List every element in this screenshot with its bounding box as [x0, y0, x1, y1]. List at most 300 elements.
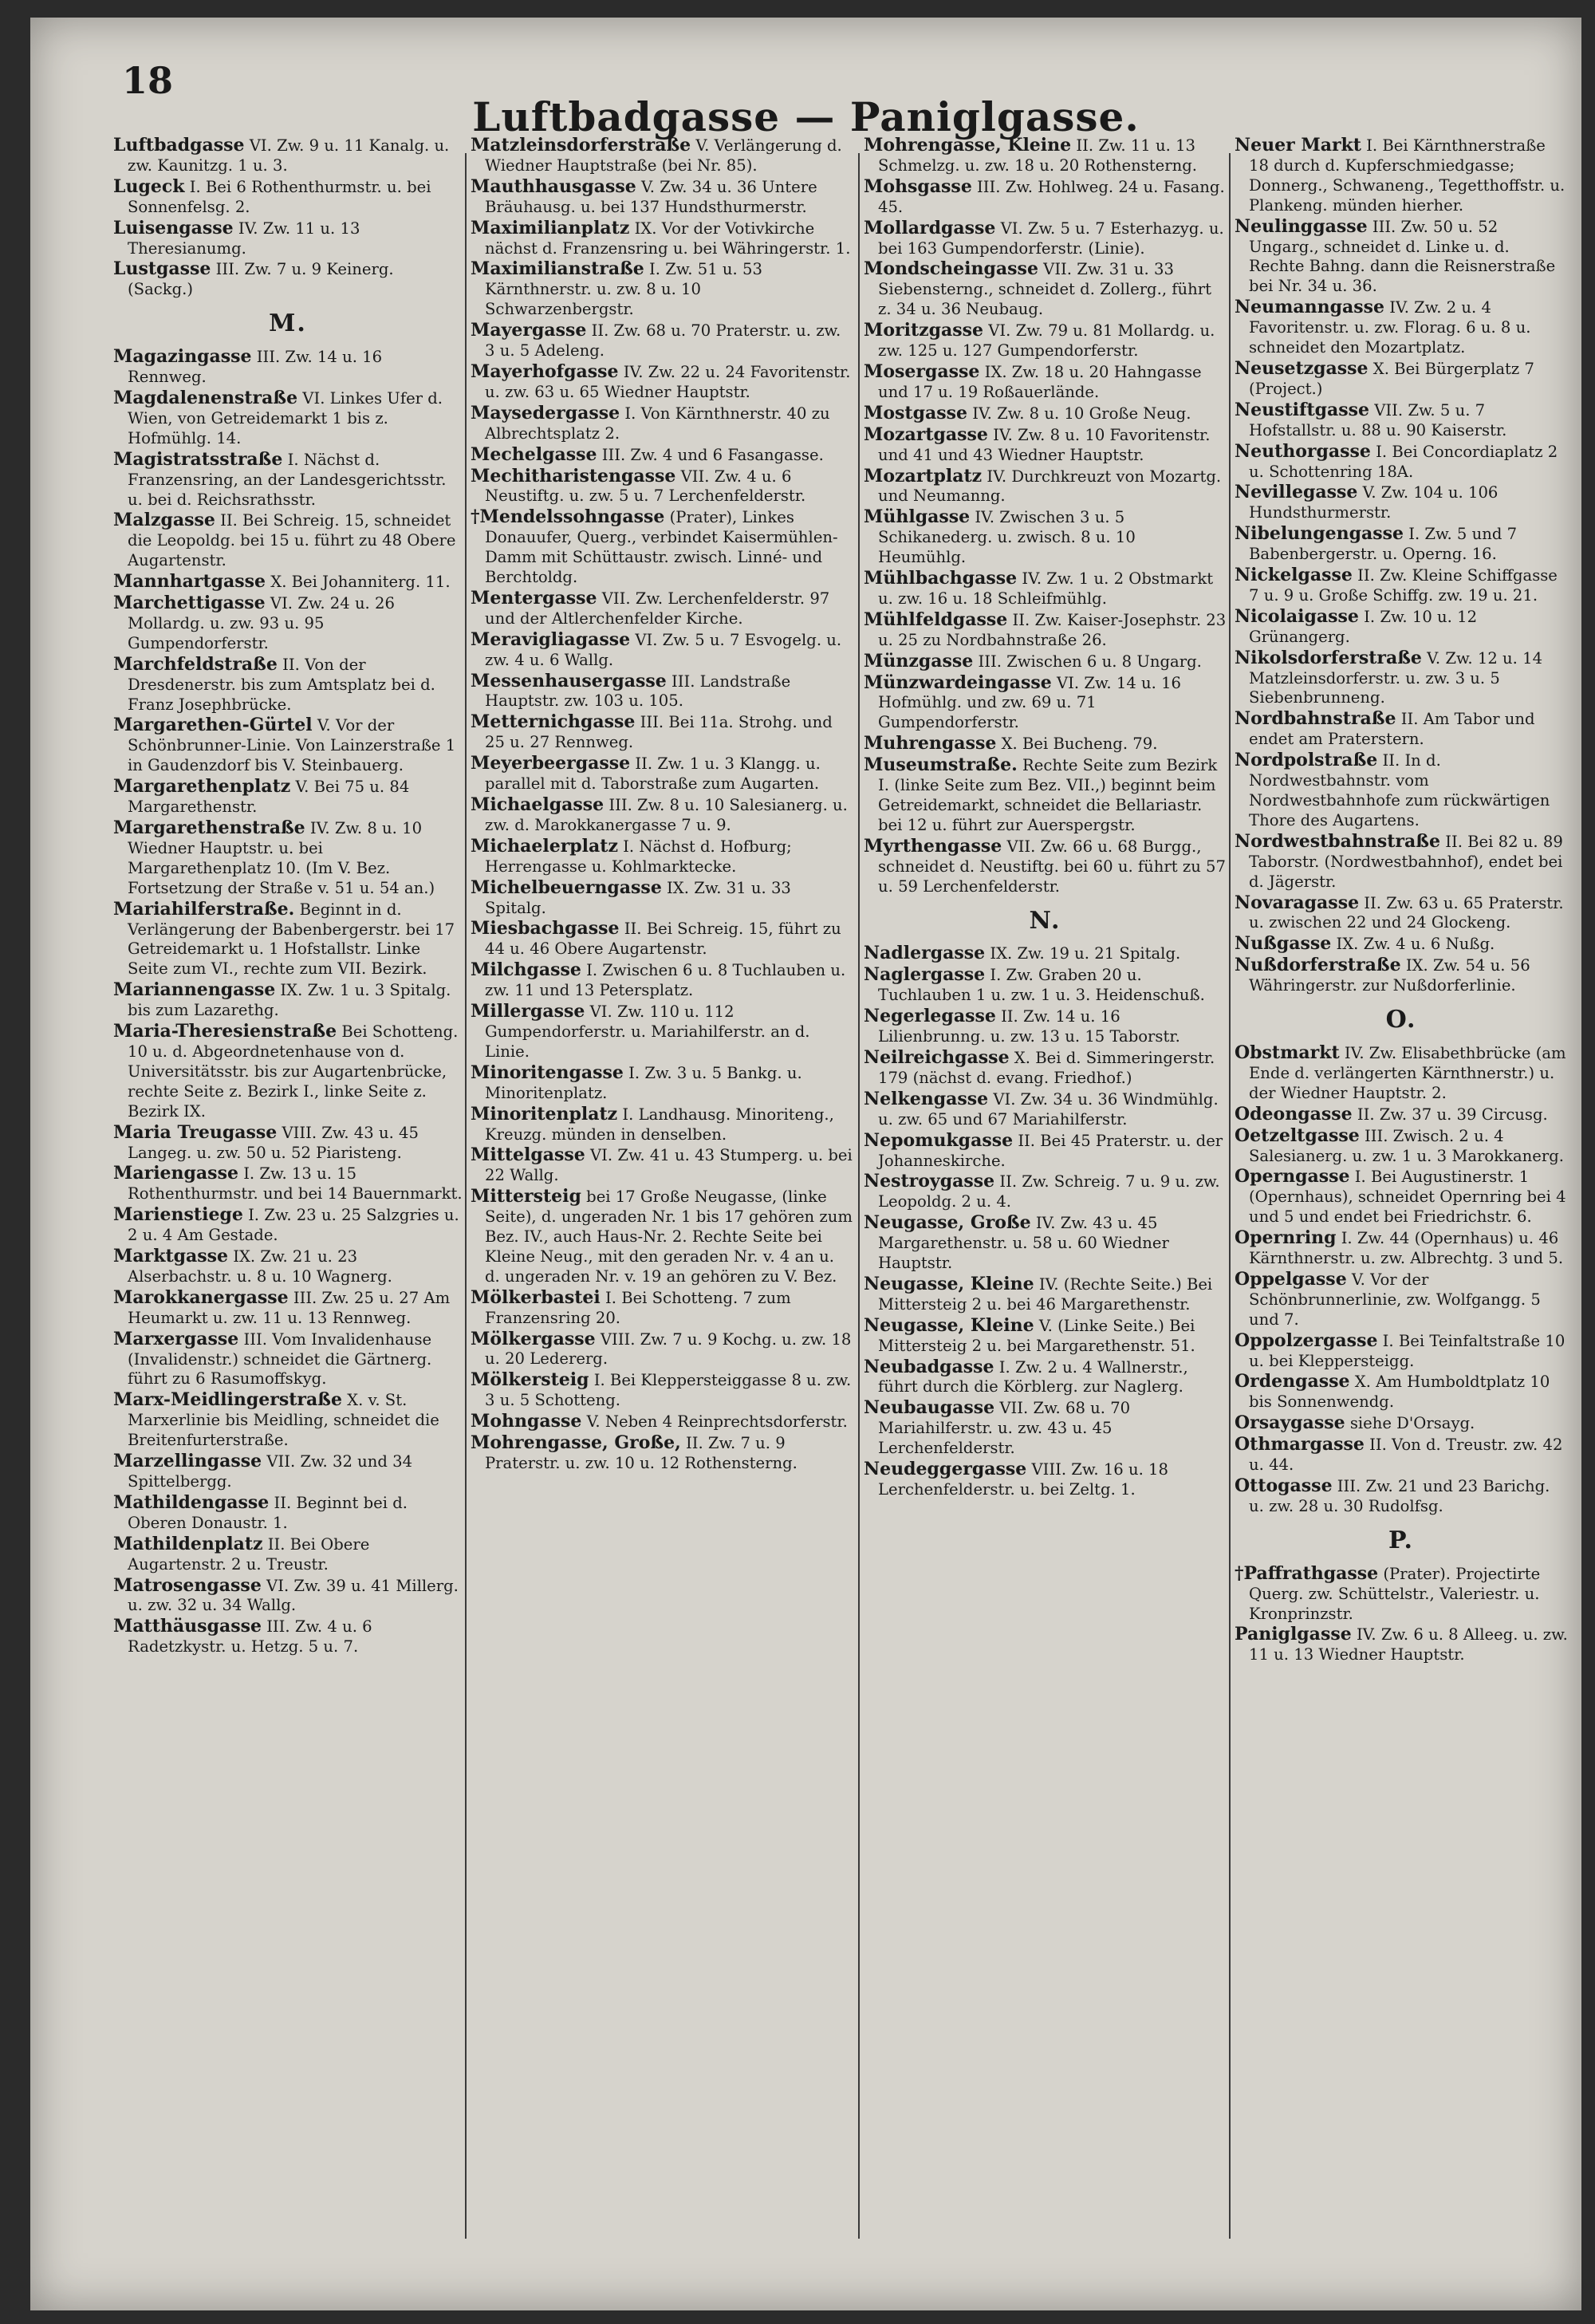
- street-name: Novaragasse: [1235, 892, 1360, 913]
- street-name: Millergasse: [471, 1001, 585, 1022]
- page-header: Luftbadgasse — Paniglgasse.: [472, 93, 1140, 140]
- street-description: V. Vor der Schönbrunner-Linie. Von Lainzerstraße 1 in Gaudenzdorf bis V. Steinbauerg.: [128, 716, 456, 775]
- street-description: IX. Vor der Votivkirche nächst d. Franzensring u. bei Währingerstr. 1.: [485, 219, 851, 258]
- street-description: II. Zw. 1 u. 3 Klangg. u. parallel mit d. Taborstraße zum Augarten.: [485, 754, 821, 794]
- street-name: Othmargasse: [1235, 1434, 1365, 1455]
- street-entry: [1235, 524, 1568, 565]
- street-description: II. Bei 82 u. 89 Taborstr. (Nordwestbahnhof), endet bei d. Jägerstr.: [1249, 832, 1563, 891]
- street-entry: [471, 1370, 853, 1411]
- street-entry: [471, 960, 853, 1001]
- street-entry: [1235, 893, 1568, 934]
- street-description: VIII. Zw. 16 u. 18 Lerchenfelderstr. u. bei Zeltg. 1.: [878, 1460, 1168, 1499]
- street-entry: [113, 593, 463, 654]
- street-name: Maximilianstraße: [471, 258, 644, 280]
- street-description: VII. Zw. 32 und 34 Spittelbergg.: [128, 1452, 413, 1491]
- street-description: VIII. Zw. 43 u. 45 Langeg. u. zw. 50 u. 52 Piaristeng.: [128, 1123, 419, 1162]
- street-entry: [113, 980, 463, 1021]
- street-name: Mölkerbastei: [471, 1286, 601, 1308]
- column-divider: [1229, 153, 1231, 2239]
- street-description: VII. Zw. 68 u. 70 Mariahilferstr. u. zw. 43 u. 45 Lerchenfelderstr.: [878, 1399, 1131, 1458]
- street-description: bei 17 Große Neugasse, (linke Seite), d. ungeraden Nr. 1 bis 17 gehören zum Bez. IV., auch Haus-Nr. 2. Rechte Seite bei Kleine Neug., mit den geraden Nr. v. 4 an u. d. ungeraden Nr. v. 19 an gehören zu V. Bez.: [485, 1188, 853, 1286]
- street-description: VI. Zw. 9 u. 11 Kanalg. u. zw. Kaunitzg. 1 u. 3.: [128, 136, 450, 175]
- street-entry: [113, 1493, 463, 1534]
- street-name: Magistratsstraße: [113, 448, 283, 470]
- street-name: Magazingasse: [113, 346, 252, 368]
- street-entry: [113, 450, 463, 510]
- street-description: X. Bei d. Simmeringerstr. 179 (nächst d. evang. Friedhof.): [878, 1048, 1215, 1087]
- street-entry: [471, 1105, 853, 1145]
- street-name: Nepomukgasse: [864, 1129, 1014, 1151]
- street-description: II. Zw. Kleine Schiffgasse 7 u. 9 u. Große Schiffg. zw. 19 u. 21.: [1249, 566, 1558, 605]
- street-description: III. Bei 11a. Strohg. und 25 u. 27 Rennweg.: [485, 713, 833, 752]
- street-description: X. Bei Bucheng. 79.: [996, 735, 1158, 754]
- street-description: III. Zw. 8 u. 10 Salesianerg. u. zw. d. Marokkanergasse 7 u. 9.: [485, 796, 848, 834]
- street-name: Oppolzergasse: [1235, 1329, 1378, 1351]
- street-description: siehe D'Orsayg.: [1345, 1414, 1475, 1433]
- street-name: Miesbachgasse: [471, 918, 620, 939]
- street-description: IV. Zwischen 3 u. 5 Schikanederg. u. zwisch. 8 u. 10 Heumühlg.: [878, 508, 1136, 567]
- street-description: II. Bei 45 Praterstr. u. der Johanneskirche.: [878, 1131, 1223, 1170]
- street-entry: [471, 1433, 853, 1474]
- street-description: IX. Zw. 18 u. 20 Hahngasse und 17 u. 19 Roßauerlände.: [878, 362, 1202, 401]
- street-entry: [1235, 565, 1568, 606]
- street-description: I. Bei Augustinerstr. 1 (Opernhaus), schneidet Opernring bei 4 und 5 und endet bei Friedrichstr. 6.: [1249, 1168, 1566, 1227]
- street-description: VIII. Zw. 7 u. 9 Kochg. u. zw. 18 u. 20 Ledererg.: [485, 1329, 852, 1369]
- street-description: (Prater), Linkes Donauufer, Querg., verbindet Kaisermühlen-Damm mit Schüttaustr. zwisch. Linné- und Berchtoldg.: [485, 508, 838, 587]
- street-entry: [864, 673, 1227, 734]
- street-entry: [471, 795, 853, 836]
- street-name: Neugasse, Große: [864, 1212, 1031, 1234]
- street-description: I. Zw. 10 u. 12 Grünangerg.: [1249, 607, 1478, 646]
- street-description: VII. Zw. 66 u. 68 Burgg., schneidet d. Neustiftg. bei 60 u. führt zu 57 u. 59 Lerchenfelderstr.: [878, 837, 1226, 896]
- street-description: II. Zw. Kaiser-Josephstr. 23 u. 25 zu Nordbahnstraße 26.: [878, 610, 1227, 649]
- street-entry: [864, 507, 1227, 568]
- street-name: Mariannengasse: [113, 979, 276, 1001]
- street-description: III. Zw. 4 u. 6 Radetzkystr. u. Hetzg. 5 u. 7.: [128, 1617, 372, 1656]
- street-entry: [864, 404, 1227, 424]
- street-entry: [113, 655, 463, 715]
- street-entry: [471, 1412, 853, 1432]
- street-description: I. Zw. 13 u. 15 Rothenthurmstr. und bei 14 Bauernmarkt.: [128, 1164, 463, 1203]
- street-description: I. Zw. 23 u. 25 Salzgries u. 2 u. 4 Am Gestade.: [128, 1206, 459, 1245]
- street-entry: [1235, 1413, 1568, 1434]
- street-description: IV. (Rechte Seite.) Bei Mittersteig 2 u. bei 46 Margarethenstr.: [878, 1274, 1213, 1314]
- street-description: IX. Zw. 19 u. 21 Spitalg.: [985, 944, 1181, 963]
- street-entry: [113, 818, 463, 899]
- street-description: II. Zw. 14 u. 16 Lilienbrunng. u. zw. 13 u. 15 Taborstr.: [878, 1007, 1180, 1046]
- street-entry: [1235, 955, 1568, 996]
- street-entry: [471, 1288, 853, 1329]
- street-entry: [864, 219, 1227, 259]
- street-description: III. Zw. 14 u. 16 Rennweg.: [128, 348, 383, 387]
- street-description: Beginnt in d. Verlängerung der Babenbergerstr. bei 17 Getreidemarkt u. 1 Hofstallstr. Linke Seite zum VI., rechte zum VII. Bezirk.: [128, 900, 455, 979]
- street-name: Oppelgasse: [1235, 1268, 1347, 1290]
- street-name: Luftbadgasse: [113, 136, 245, 156]
- street-name: Maysedergasse: [471, 402, 620, 423]
- street-entry: [113, 1022, 463, 1122]
- street-name: Mittelgasse: [471, 1144, 585, 1166]
- street-entry: [864, 1006, 1227, 1047]
- street-description: IX. Zw. 31 u. 33 Spitalg.: [485, 878, 791, 917]
- street-name: Operngasse: [1235, 1166, 1350, 1188]
- street-description: V. Neben 4 Reinprechtsdorferstr.: [581, 1412, 848, 1432]
- street-entry: [864, 1274, 1227, 1315]
- street-name: Lustgasse: [113, 258, 211, 280]
- street-name: Minoritengasse: [471, 1062, 624, 1083]
- street-name: Neugasse, Kleine: [864, 1273, 1034, 1294]
- street-description: IV. Zw. 8 u. 10 Wiedner Hauptstr. u. bei Margarethenplatz 10. (Im V. Bez. Fortsetzung der Straße v. 51 u. 54 an.): [128, 819, 435, 897]
- street-entry: [1235, 1435, 1568, 1475]
- street-description: I. Zw. 51 u. 53 Kärnthnerstr. u. zw. 8 u. 10 Schwarzenbergstr.: [485, 260, 762, 319]
- street-name: Luisengasse: [113, 217, 234, 238]
- street-entry: [864, 610, 1227, 651]
- street-name: Odeongasse: [1235, 1103, 1353, 1125]
- street-description: I. Bei Teinfaltstraße 10 u. bei Kleppersteigg.: [1249, 1331, 1565, 1370]
- street-entry: [113, 510, 463, 571]
- street-entry: [864, 569, 1227, 609]
- street-name: Michaelerplatz: [471, 835, 618, 857]
- page-number: 18: [122, 59, 174, 102]
- street-description: III. Zw. 4 und 6 Fasangasse.: [597, 445, 824, 464]
- street-name: Neustiftgasse: [1235, 399, 1370, 420]
- street-description: V. Verlängerung d. Wiedner Hauptstraße (bei Nr. 85).: [485, 136, 842, 175]
- street-name: Mühlbachgasse: [864, 568, 1018, 589]
- street-entry: [864, 965, 1227, 1006]
- street-name: Muhrengasse: [864, 733, 997, 754]
- column-4: [1235, 136, 1568, 2301]
- street-name: Neusetzgasse: [1235, 357, 1369, 379]
- street-entry: [864, 1357, 1227, 1398]
- street-entry: [1235, 359, 1568, 400]
- street-name: Opernring: [1235, 1227, 1337, 1249]
- street-name: Nordbahnstraße: [1235, 708, 1396, 730]
- street-entry: [1235, 483, 1568, 523]
- street-description: III. Zw. 21 und 23 Barichg. u. zw. 28 u. 30 Rudolfsg.: [1249, 1477, 1550, 1515]
- street-entry: [864, 177, 1227, 218]
- street-entry: [471, 754, 853, 794]
- street-description: I. Bei Kleppersteiggasse 8 u. zw. 3 u. 5 Schotteng.: [485, 1371, 852, 1410]
- street-description: I. Nächst d. Franzensring, an der Landesgerichtsstr. u. bei d. Reichsrathsstr.: [128, 450, 447, 509]
- street-description: II. Bei Schreig. 15, führt zu 44 u. 46 Obere Augartenstr.: [485, 920, 841, 959]
- street-name: Michelbeuerngasse: [471, 876, 662, 898]
- street-name: Oetzeltgasse: [1235, 1125, 1360, 1146]
- street-entry: [864, 1089, 1227, 1130]
- street-description: I. Zw. 2 u. 4 Wallnerstr., führt durch die Körblerg. zur Naglerg.: [878, 1357, 1188, 1396]
- street-description: X. Bei Johanniterg. 11.: [266, 573, 451, 592]
- street-description: V. Zw. 12 u. 14 Matzleinsdorferstr. u. zw. 3 u. 5 Siebenbrunneng.: [1249, 648, 1543, 707]
- street-description: IV. Zw. 11 u. 13 Theresianumg.: [128, 219, 360, 258]
- street-description: VI. Zw. 41 u. 43 Stumperg. u. bei 22 Wallg.: [485, 1146, 853, 1185]
- street-name: Messenhausergasse: [471, 670, 667, 691]
- street-name: Marchettigasse: [113, 593, 266, 614]
- street-name: Lugeck: [113, 175, 185, 197]
- street-name: Nordwestbahnstraße: [1235, 830, 1440, 852]
- street-entry: [1235, 297, 1568, 358]
- street-name: Ordengasse: [1235, 1371, 1350, 1392]
- street-description: II. Zw. 11 u. 13 Schmelzg. u. zw. 18 u. 20 Rothensterng.: [878, 136, 1198, 175]
- street-description: IV. Zw. 1 u. 2 Obstmarkt u. zw. 16 u. 18 Schleifmühlg.: [878, 569, 1214, 608]
- street-entry: [864, 1213, 1227, 1274]
- street-entry: [864, 467, 1227, 507]
- street-entry: [113, 177, 463, 218]
- street-name: Mauthhausgasse: [471, 175, 636, 197]
- street-entry: [1235, 1126, 1568, 1167]
- street-entry: [471, 672, 853, 712]
- street-name: Nußgasse: [1235, 933, 1332, 955]
- street-name: Ottogasse: [1235, 1475, 1333, 1496]
- street-name: Marxergasse: [113, 1328, 239, 1349]
- street-name: Myrthengasse: [864, 835, 1002, 857]
- street-name: Matrosengasse: [113, 1574, 262, 1596]
- street-description: (Prater). Projectirte Querg. zw. Schüttelstr., Valeriestr. u. Kronprinzstr.: [1249, 1564, 1541, 1623]
- section-letter: P.: [1388, 1526, 1415, 1554]
- street-entry: [113, 1164, 463, 1204]
- street-entry: [1235, 1625, 1568, 1665]
- street-description: IX. Zw. 1 u. 3 Spitalg. bis zum Lazarethg.: [128, 981, 451, 1020]
- street-entry: [113, 572, 463, 593]
- street-entry: [471, 467, 853, 507]
- street-description: VI. Zw. 24 u. 26 Mollardg. u. zw. 93 u. 95 Gumpendorferstr.: [128, 594, 395, 652]
- street-name: †Paffrathgasse: [1235, 1562, 1379, 1584]
- street-name: Mostgasse: [864, 402, 967, 423]
- street-description: II. Zw. 7 u. 9 Praterstr. u. zw. 10 u. 12 Rothensterng.: [485, 1434, 798, 1472]
- street-description: VI. Zw. 5 u. 7 Esterhazyg. u. bei 163 Gumpendorferstr. (Linie).: [878, 219, 1224, 258]
- column-2: [471, 136, 853, 2301]
- street-description: II. Bei Obere Augartenstr. 2 u. Treustr.: [128, 1534, 370, 1574]
- street-entry: [1235, 1476, 1568, 1517]
- street-description: III. Zwischen 6 u. 8 Ungarg.: [973, 652, 1202, 671]
- street-name: Neulinggasse: [1235, 215, 1368, 237]
- street-name: Mölkergasse: [471, 1328, 596, 1349]
- street-name: Malzgasse: [113, 510, 215, 531]
- street-name: Mechelgasse: [471, 443, 597, 465]
- street-description: III. Zw. 25 u. 27 Am Heumarkt u. zw. 11 u. 13 Rennweg.: [128, 1288, 451, 1327]
- street-entry: [1235, 1228, 1568, 1269]
- street-entry: [471, 878, 853, 919]
- street-name: Mollardgasse: [864, 217, 996, 238]
- street-description: Rechte Seite zum Bezirk I. (linke Seite zum Bez. VII.,) beginnt beim Getreidemarkt, schneidet die Bellariastr. bei 12 u. führt zur Auerspergstr.: [878, 756, 1218, 834]
- street-name: Magdalenenstraße: [113, 387, 298, 408]
- street-name: Maria Treugasse: [113, 1121, 278, 1143]
- street-name: Nickelgasse: [1235, 565, 1353, 586]
- street-description: IX. Zw. 4 u. 6 Nußg.: [1331, 935, 1495, 954]
- street-name: Marienstiege: [113, 1204, 243, 1226]
- street-name: Matzleinsdorferstraße: [471, 136, 691, 156]
- street-entry: [113, 777, 463, 817]
- street-name: Mohngasse: [471, 1411, 582, 1432]
- street-entry: [1235, 750, 1568, 831]
- street-entry: [471, 1187, 853, 1287]
- street-entry: [864, 1172, 1227, 1212]
- street-entry: [864, 136, 1227, 176]
- street-name: Neudeggergasse: [864, 1459, 1027, 1480]
- street-entry: [113, 259, 463, 300]
- street-name: Obstmarkt: [1235, 1042, 1340, 1063]
- street-name: Mayergasse: [471, 320, 587, 341]
- street-description: II. Beginnt bei d. Oberen Donaustr. 1.: [128, 1493, 408, 1532]
- street-entry: [864, 943, 1227, 964]
- street-description: I. Bei Schotteng. 7 zum Franzensring 20.: [485, 1288, 791, 1327]
- street-name: Mühlgasse: [864, 506, 971, 528]
- street-entry: [113, 1617, 463, 1657]
- street-description: III. Zw. Hohlweg. 24 u. Fasang. 45.: [878, 177, 1225, 216]
- street-description: II. Am Tabor und endet am Praterstern.: [1249, 710, 1535, 749]
- street-name: Neuer Markt: [1235, 136, 1361, 156]
- street-entry: [864, 1398, 1227, 1459]
- street-description: VI. Zw. 5 u. 7 Esvogelg. u. zw. 4 u. 6 Wallg.: [485, 630, 842, 669]
- street-description: V. Vor der Schönbrunnerlinie, zw. Wolfgangg. 5 und 7.: [1249, 1270, 1541, 1329]
- street-name: Mohsgasse: [864, 175, 972, 197]
- street-entry: [1235, 1270, 1568, 1330]
- street-name: Nibelungengasse: [1235, 523, 1404, 545]
- street-description: IV. Zw. 22 u. 24 Favoritenstr. u. zw. 63 u. 65 Wiedner Hauptstr.: [485, 362, 851, 401]
- street-name: Nevillegasse: [1235, 482, 1358, 503]
- street-entry: [113, 347, 463, 388]
- street-entry: [471, 507, 853, 588]
- street-entry: [1235, 607, 1568, 648]
- street-entry: [471, 837, 853, 877]
- street-description: II. Von d. Treustr. zw. 42 u. 44.: [1249, 1436, 1563, 1475]
- section-letter: M.: [269, 309, 307, 338]
- street-entry: [1235, 934, 1568, 955]
- street-entry: [1235, 648, 1568, 709]
- street-entry: [113, 1247, 463, 1287]
- street-name: Michaelgasse: [471, 794, 605, 815]
- street-entry: [471, 404, 853, 444]
- street-entry: [471, 136, 853, 176]
- street-entry: [864, 652, 1227, 672]
- street-description: II. Zw. 68 u. 70 Praterstr. u. zw. 3 u. 5 Adeleng.: [485, 321, 841, 360]
- street-name: Minoritenplatz: [471, 1103, 618, 1125]
- street-name: Naglergasse: [864, 964, 986, 986]
- street-description: X. Am Humboldtplatz 10 bis Sonnenwendg.: [1249, 1373, 1550, 1412]
- street-name: Margarethenplatz: [113, 776, 291, 798]
- street-description: IV. Zw. 8 u. 10 Favoritenstr. und 41 und 43 Wiedner Hauptstr.: [878, 425, 1211, 464]
- street-name: Mathildengasse: [113, 1491, 270, 1513]
- street-entry: [471, 712, 853, 753]
- street-entry: [113, 1452, 463, 1492]
- street-name: Marchfeldstraße: [113, 653, 278, 675]
- street-entry: [113, 715, 463, 776]
- street-entry: [864, 1048, 1227, 1089]
- street-entry: [1235, 1331, 1568, 1372]
- street-entry: [864, 259, 1227, 320]
- street-entry: [1235, 1167, 1568, 1227]
- street-entry: [471, 630, 853, 671]
- street-name: Nestroygasse: [864, 1171, 995, 1192]
- street-description: VI. Linkes Ufer d. Wien, von Getreidemarkt 1 bis z. Hofmühlg. 14.: [128, 388, 443, 447]
- street-name: Milchgasse: [471, 959, 581, 981]
- street-description: V. Bei 75 u. 84 Margarethenstr.: [128, 778, 410, 817]
- column-divider: [465, 153, 467, 2239]
- street-name: Negerlegasse: [864, 1006, 996, 1027]
- street-description: VI. Zw. 79 u. 81 Mollardg. u. zw. 125 u. 127 Gumpendorferstr.: [878, 321, 1215, 360]
- street-description: IV. Zw. 8 u. 10 Große Neug.: [967, 404, 1191, 423]
- street-entry: [1235, 217, 1568, 297]
- street-description: IV. Zw. 6 u. 8 Alleeg. u. zw. 11 u. 13 Wiedner Hauptstr.: [1249, 1625, 1568, 1664]
- street-description: I. Zw. Graben 20 u. Tuchlauben 1 u. zw. 1 u. 3. Heidenschuß.: [878, 966, 1205, 1005]
- street-description: II. Zw. 37 u. 39 Circusg.: [1352, 1105, 1548, 1124]
- street-entry: [864, 425, 1227, 466]
- street-name: Meyerbeergasse: [471, 753, 631, 774]
- street-description: I. Zwischen 6 u. 8 Tuchlauben u. zw. 11 und 13 Petersplatz.: [485, 961, 846, 1000]
- street-description: VII. Zw. Lerchenfelderstr. 97 und der Altlerchenfelder Kirche.: [485, 589, 830, 628]
- street-name: Neuthorgasse: [1235, 440, 1371, 462]
- street-entry: [113, 388, 463, 449]
- street-entry: [471, 1145, 853, 1186]
- street-entry: [113, 1534, 463, 1575]
- street-name: Metternichgasse: [471, 711, 636, 733]
- street-entry: [864, 362, 1227, 403]
- street-entry: [1235, 136, 1568, 216]
- street-entry: [1235, 400, 1568, 441]
- street-entry: [1235, 832, 1568, 892]
- street-description: IX. Zw. 54 u. 56 Währingerstr. zur Nußdorferlinie.: [1249, 956, 1530, 995]
- street-name: Mayerhofgasse: [471, 360, 619, 382]
- street-description: III. Zw. 7 u. 9 Keinerg. (Sackg.): [128, 260, 394, 299]
- street-name: Mathildenplatz: [113, 1533, 263, 1554]
- directory-page: [30, 18, 1581, 2310]
- street-entry: [471, 445, 853, 466]
- street-name: Nelkengasse: [864, 1088, 989, 1109]
- street-entry: [113, 900, 463, 980]
- street-entry: [113, 136, 463, 176]
- street-name: Münzgasse: [864, 650, 974, 672]
- street-description: VII. Zw. 4 u. 6 Neustiftg. u. zw. 5 u. 7 Lerchenfelderstr.: [485, 467, 806, 506]
- street-description: IV. Zw. Elisabethbrücke (am Ende d. verlängerten Kärnthnerstr.) u. der Wiedner Hauptstr. 2.: [1249, 1043, 1566, 1102]
- street-entry: [1235, 1105, 1568, 1125]
- street-name: Mölkersteig: [471, 1369, 589, 1391]
- street-name: Moritzgasse: [864, 320, 984, 341]
- street-name: Neilreichgasse: [864, 1046, 1010, 1068]
- street-name: Mentergasse: [471, 587, 597, 609]
- street-description: X. v. St. Marxerlinie bis Meidling, schneidet die Breitenfurterstraße.: [128, 1391, 439, 1450]
- street-name: Mondscheingasse: [864, 258, 1038, 280]
- street-description: VI. Zw. 110 u. 112 Gumpendorferstr. u. Mariahilferstr. an d. Linie.: [485, 1002, 810, 1061]
- street-name: Mühlfeldgasse: [864, 609, 1008, 630]
- street-entry: [113, 1576, 463, 1617]
- street-name: Mohrengasse, Große,: [471, 1432, 681, 1454]
- street-description: V. (Linke Seite.) Bei Mittersteig 2 u. bei Margarethenstr. 51.: [878, 1316, 1195, 1355]
- street-description: II. Zw. 63 u. 65 Praterstr. u. zwischen 22 und 24 Glockeng.: [1249, 893, 1564, 932]
- column-3: [864, 136, 1227, 2301]
- section-letter: N.: [1029, 906, 1061, 935]
- street-entry: [471, 1329, 853, 1370]
- street-name: Nußdorferstraße: [1235, 955, 1401, 976]
- street-entry: [471, 259, 853, 320]
- street-description: II. Von der Dresdenerstr. bis zum Amtsplatz bei d. Franz Josephbrücke.: [128, 655, 435, 714]
- street-name: Mannhartgasse: [113, 571, 266, 593]
- street-description: III. Landstraße Hauptstr. zw. 103 u. 105.: [485, 672, 791, 711]
- street-name: Paniglgasse: [1235, 1624, 1352, 1645]
- street-description: I. Bei 6 Rothenthurmstr. u. bei Sonnenfelsg. 2.: [128, 177, 431, 216]
- street-name: Neubadgasse: [864, 1356, 994, 1377]
- street-entry: [864, 1459, 1227, 1500]
- street-entry: [1235, 1564, 1568, 1625]
- street-description: V. Zw. 34 u. 36 Untere Bräuhausg. u. bei 137 Hundsthurmerstr.: [485, 177, 817, 216]
- street-name: Margarethenstraße: [113, 817, 305, 838]
- street-description: VI. Zw. 39 u. 41 Millerg. u. zw. 32 u. 34 Wallg.: [128, 1576, 459, 1615]
- street-entry: [471, 919, 853, 959]
- street-entry: [113, 1205, 463, 1246]
- street-entry: [864, 734, 1227, 754]
- street-entry: [471, 219, 853, 259]
- street-name: Mohrengasse, Kleine: [864, 136, 1072, 156]
- street-name: Neubaugasse: [864, 1397, 995, 1419]
- column-divider: [858, 153, 860, 2239]
- street-description: I. Zw. 5 und 7 Babenbergerstr. u. Operng. 16.: [1249, 525, 1518, 564]
- street-entry: [864, 1316, 1227, 1357]
